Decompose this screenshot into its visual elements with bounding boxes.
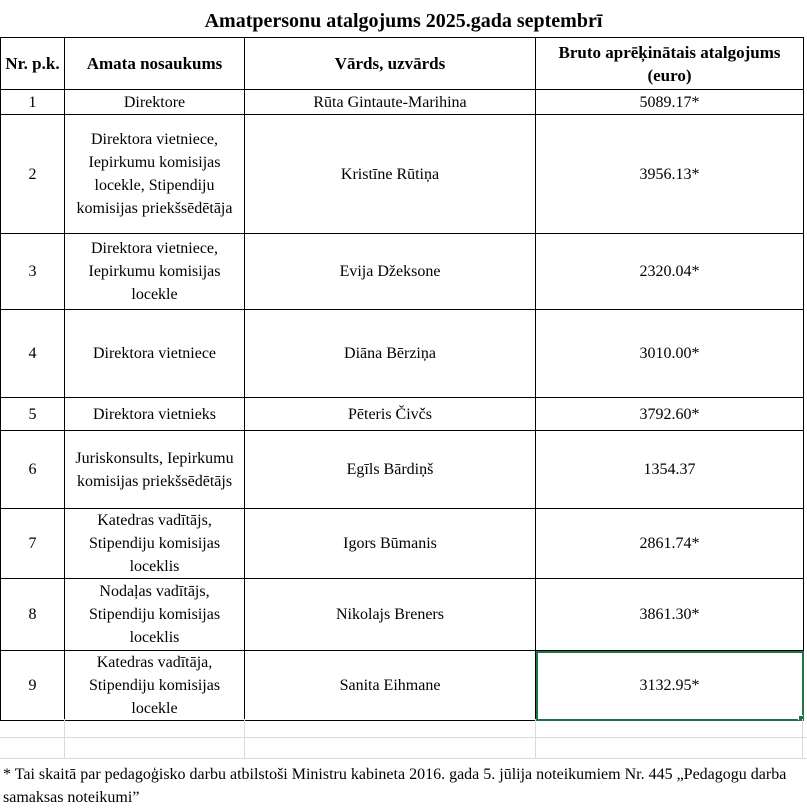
table-row: [1, 90, 804, 115]
cell-salary[interactable]: 3010.00*: [536, 310, 804, 398]
cell-position[interactable]: Juriskonsults, Iepirkumu komisijas priekšsēdētājs: [65, 431, 245, 509]
cell-nr[interactable]: 8: [1, 579, 65, 651]
cell-position[interactable]: Direktora vietnieks: [65, 398, 245, 431]
cell-position[interactable]: Katedras vadītāja, Stipendiju komisijas locekle: [65, 651, 245, 721]
cell-salary[interactable]: 3861.30*: [536, 579, 804, 651]
cell-nr[interactable]: 7: [1, 509, 65, 579]
footnote: * Tai skaitā par pedagoģisko darbu atbilstoši Ministru kabineta 2016. gada 5. jūlija noteikumiem Nr. 445 „Pedagogu darba samaksas noteikumi”: [3, 766, 787, 806]
table-title: Amatpersonu atalgojums 2025.gada septembrī: [204, 10, 603, 32]
table-row: [1, 651, 804, 721]
salary-table: [0, 37, 804, 721]
gridline: [802, 719, 803, 759]
cell-salary-value: 3132.95*: [639, 677, 700, 694]
gridline: [244, 719, 245, 759]
table-row: [1, 509, 804, 579]
cell-position[interactable]: Direktora vietniece, Iepirkumu komisijas locekle: [65, 234, 245, 310]
cell-nr[interactable]: 9: [1, 651, 65, 721]
cell-salary[interactable]: 1354.37: [536, 431, 804, 509]
cell-salary[interactable]: 3956.13*: [536, 115, 804, 234]
cell-salary[interactable]: 3792.60*: [536, 398, 804, 431]
cell-nr[interactable]: 6: [1, 431, 65, 509]
header-name[interactable]: Vārds, uzvārds: [245, 38, 536, 90]
table-row: [1, 579, 804, 651]
header-position[interactable]: Amata nosaukums: [65, 38, 245, 90]
cell-name[interactable]: Diāna Bērziņa: [245, 310, 536, 398]
cell-salary[interactable]: 5089.17*: [536, 90, 804, 115]
cell-position[interactable]: Direktora vietniece, Iepirkumu komisijas locekle, Stipendiju komisijas priekšsēdētāja: [65, 115, 245, 234]
cell-salary[interactable]: 2861.74*: [536, 509, 804, 579]
cell-nr[interactable]: 5: [1, 398, 65, 431]
cell-name[interactable]: Nikolajs Breners: [245, 579, 536, 651]
gridline: [0, 737, 807, 738]
cell-name[interactable]: Igors Būmanis: [245, 509, 536, 579]
cell-salary[interactable]: 2320.04*: [536, 234, 804, 310]
cell-name[interactable]: Egīls Bārdiņš: [245, 431, 536, 509]
cell-nr[interactable]: 4: [1, 310, 65, 398]
table-row: [1, 234, 804, 310]
cell-name[interactable]: Sanita Eihmane: [245, 651, 536, 721]
cell-nr[interactable]: 3: [1, 234, 65, 310]
empty-gridlines: [0, 719, 807, 759]
table-row: [1, 431, 804, 509]
cell-nr[interactable]: 2: [1, 115, 65, 234]
header-nr[interactable]: Nr. p.k.: [1, 38, 65, 90]
cell-nr[interactable]: 1: [1, 90, 65, 115]
gridline: [64, 719, 65, 759]
cell-position[interactable]: Direktore: [65, 90, 245, 115]
table-row: [1, 310, 804, 398]
gridline: [0, 758, 807, 759]
cell-salary-selected[interactable]: [536, 651, 804, 721]
cell-position[interactable]: Katedras vadītājs, Stipendiju komisijas loceklis: [65, 509, 245, 579]
cell-name[interactable]: Evija Džeksone: [245, 234, 536, 310]
cell-name[interactable]: Rūta Gintaute-Marihina: [245, 90, 536, 115]
cell-position[interactable]: Nodaļas vadītājs, Stipendiju komisijas loceklis: [65, 579, 245, 651]
header-salary[interactable]: Bruto aprēķinātais atalgojums (euro): [536, 38, 804, 90]
cell-position[interactable]: Direktora vietniece: [65, 310, 245, 398]
table-row: [1, 115, 804, 234]
gridline: [535, 719, 536, 759]
table-row: [1, 398, 804, 431]
cell-name[interactable]: Kristīne Rūtiņa: [245, 115, 536, 234]
cell-name[interactable]: Pēteris Čivčs: [245, 398, 536, 431]
